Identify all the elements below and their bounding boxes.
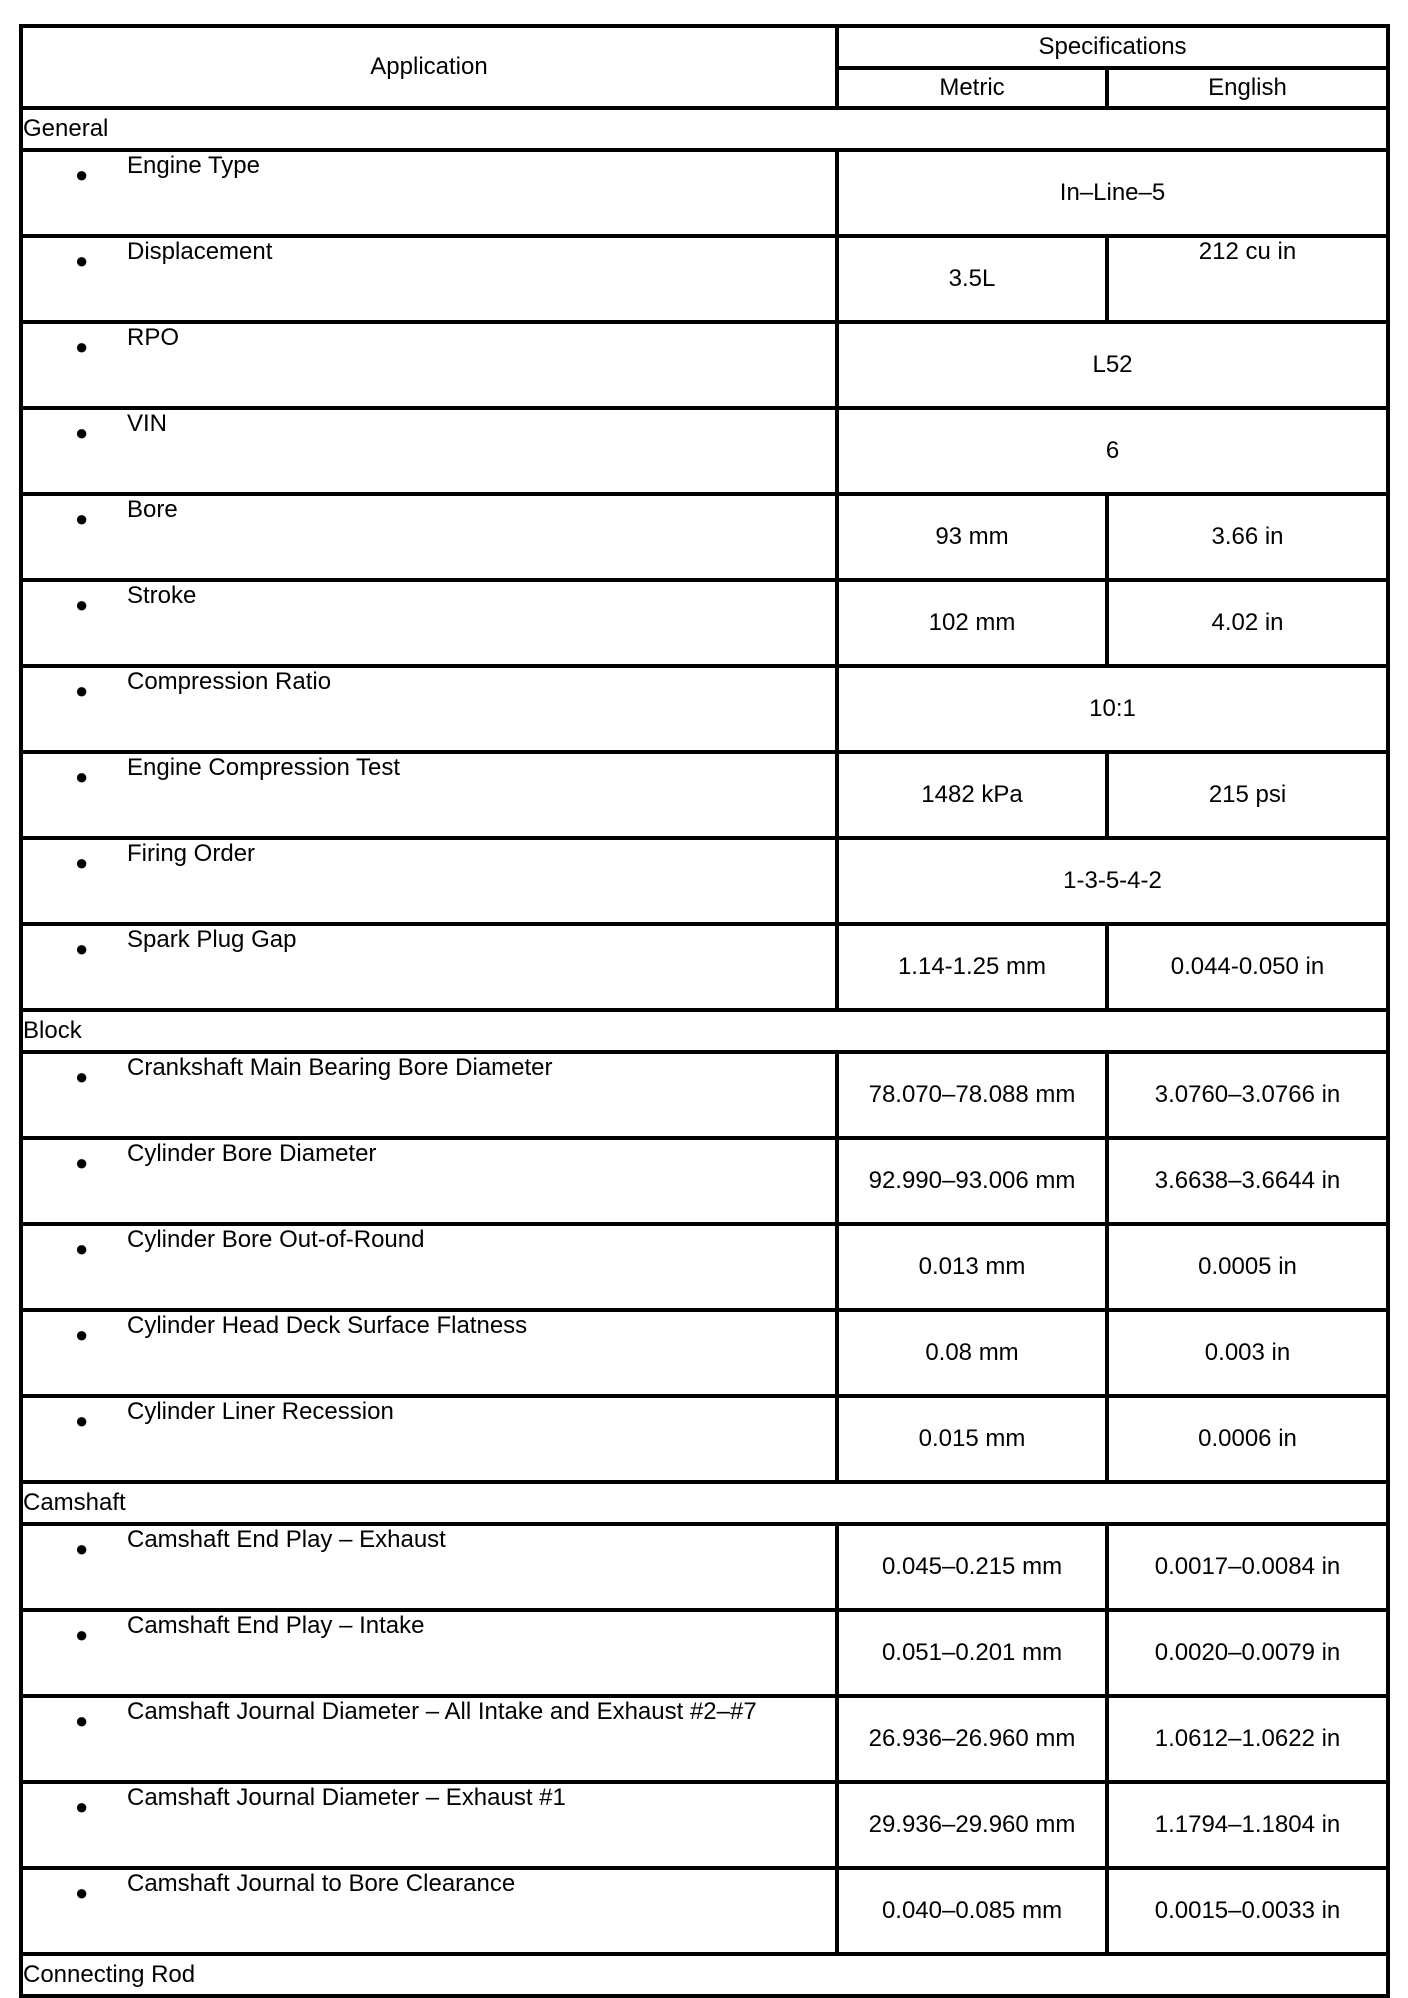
application-label: VIN [127,410,168,437]
bullet-icon: ● [75,334,89,359]
metric-value-cell: 92.990–93.006 mm [837,1138,1107,1224]
metric-value-cell: 0.040–0.085 mm [837,1868,1107,1954]
metric-value-cell: 29.936–29.960 mm [837,1782,1107,1868]
bullet-icon: ● [75,248,89,273]
application-cell [21,408,837,494]
metric-value-cell: 26.936–26.960 mm [837,1696,1107,1782]
bullet-icon: ● [75,1150,89,1175]
bullet-icon: ● [75,1064,89,1089]
header-metric: Metric [837,68,1107,108]
bullet-icon: ● [75,850,89,875]
application-label: Cylinder Bore Out-of-Round [127,1226,425,1253]
bullet-icon: ● [75,1622,89,1647]
english-value-cell: 0.0017–0.0084 in [1107,1524,1388,1610]
bullet-icon: ● [75,1322,89,1347]
bullet-icon: ● [75,1708,89,1733]
application-cell [21,752,837,838]
bullet-icon: ● [75,764,89,789]
english-value-cell: 4.02 in [1107,580,1388,666]
metric-value-cell: 0.045–0.215 mm [837,1524,1107,1610]
combined-value-cell: 1-3-5-4-2 [837,838,1388,924]
combined-value-cell: 6 [837,408,1388,494]
bullet-icon: ● [75,1536,89,1561]
application-label: Camshaft Journal to Bore Clearance [127,1870,516,1897]
application-label: Engine Compression Test [127,754,401,781]
application-cell [21,1696,837,1782]
table-row [21,1782,1388,1868]
english-value-cell: 3.66 in [1107,494,1388,580]
combined-value-cell: In–Line–5 [837,150,1388,236]
application-cell [21,494,837,580]
section-title: General [21,108,1388,150]
table-row [21,1868,1388,1954]
application-cell [21,150,837,236]
combined-value-cell: L52 [837,322,1388,408]
bullet-icon: ● [75,592,89,617]
section-row [21,1010,1388,1052]
english-value-cell: 1.1794–1.1804 in [1107,1782,1388,1868]
bullet-icon: ● [75,162,89,187]
header-specifications: Specifications [837,26,1388,68]
application-cell [21,1310,837,1396]
table-row [21,1610,1388,1696]
table-row [21,580,1388,666]
section-title: Connecting Rod [21,1954,1388,1996]
specifications-table [19,24,1390,1998]
metric-value-cell: 3.5L [837,236,1107,322]
application-label: Firing Order [127,840,256,867]
application-cell [21,1524,837,1610]
table-row [21,924,1388,1010]
section-row [21,1954,1388,1996]
table-row [21,1396,1388,1482]
application-cell [21,666,837,752]
section-title: Camshaft [21,1482,1388,1524]
header-english: English [1107,68,1388,108]
bullet-icon: ● [75,420,89,445]
application-label: Bore [127,496,178,523]
english-value-cell: 3.6638–3.6644 in [1107,1138,1388,1224]
metric-value-cell: 1482 kPa [837,752,1107,838]
metric-value-cell: 93 mm [837,494,1107,580]
table-row [21,752,1388,838]
application-cell [21,838,837,924]
english-value-cell: 1.0612–1.0622 in [1107,1696,1388,1782]
application-cell [21,1396,837,1482]
table-body [21,108,1388,1996]
application-label: Camshaft End Play – Exhaust [127,1526,446,1553]
english-value-cell: 0.0005 in [1107,1224,1388,1310]
application-label: Compression Ratio [127,668,332,695]
application-label: Cylinder Head Deck Surface Flatness [127,1312,528,1339]
table-row [21,838,1388,924]
application-label: Displacement [127,238,273,265]
english-value-cell: 0.0020–0.0079 in [1107,1610,1388,1696]
table-row [21,1138,1388,1224]
application-label: Engine Type [127,152,260,179]
application-label: RPO [127,324,180,351]
bullet-icon: ● [75,1794,89,1819]
english-value-cell: 215 psi [1107,752,1388,838]
table-row [21,1524,1388,1610]
section-title: Block [21,1010,1388,1052]
bullet-icon: ● [75,1408,89,1433]
bullet-icon: ● [75,1236,89,1261]
bullet-icon: ● [75,1880,89,1905]
application-cell [21,1138,837,1224]
bullet-icon: ● [75,506,89,531]
metric-value-cell: 0.08 mm [837,1310,1107,1396]
table-row [21,666,1388,752]
metric-value-cell: 1.14-1.25 mm [837,924,1107,1010]
application-cell [21,1610,837,1696]
metric-value-cell: 0.013 mm [837,1224,1107,1310]
english-value-cell: 0.0015–0.0033 in [1107,1868,1388,1954]
english-value-cell: 0.0006 in [1107,1396,1388,1482]
section-row [21,108,1388,150]
table-row [21,1224,1388,1310]
application-label: Camshaft Journal Diameter – All Intake and Exhaust #2–#7 [127,1698,757,1725]
application-cell [21,236,837,322]
table-row [21,494,1388,580]
metric-value-cell: 0.015 mm [837,1396,1107,1482]
application-label: Camshaft Journal Diameter – Exhaust #1 [127,1784,566,1811]
table-row [21,1696,1388,1782]
bullet-icon: ● [75,936,89,961]
bullet-icon: ● [75,678,89,703]
table-row [21,236,1388,322]
metric-value-cell: 78.070–78.088 mm [837,1052,1107,1138]
application-label: Crankshaft Main Bearing Bore Diameter [127,1054,553,1081]
application-cell [21,580,837,666]
application-label: Camshaft End Play – Intake [127,1612,425,1639]
application-cell [21,322,837,408]
application-label: Cylinder Bore Diameter [127,1140,377,1167]
combined-value-cell: 10:1 [837,666,1388,752]
application-cell [21,1868,837,1954]
application-cell [21,1052,837,1138]
english-value-cell: 212 cu in [1107,236,1388,322]
table-row [21,408,1388,494]
application-label: Spark Plug Gap [127,926,297,953]
application-cell [21,1782,837,1868]
english-value-cell: 0.003 in [1107,1310,1388,1396]
table-row [21,322,1388,408]
metric-value-cell: 0.051–0.201 mm [837,1610,1107,1696]
english-value-cell: 3.0760–3.0766 in [1107,1052,1388,1138]
table-row [21,150,1388,236]
header-application: Application [21,26,837,108]
table-row [21,1310,1388,1396]
metric-value-cell: 102 mm [837,580,1107,666]
application-label: Cylinder Liner Recession [127,1398,394,1425]
english-value-cell: 0.044-0.050 in [1107,924,1388,1010]
section-row [21,1482,1388,1524]
table-row [21,1052,1388,1138]
application-label: Stroke [127,582,197,609]
application-cell [21,1224,837,1310]
application-cell [21,924,837,1010]
